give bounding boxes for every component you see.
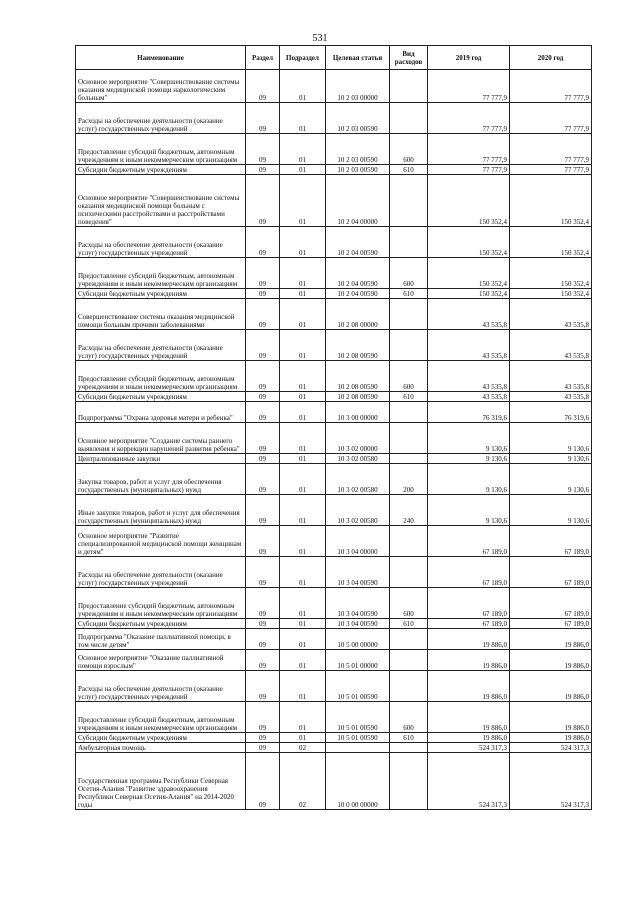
cell-podrazdel: 01 bbox=[280, 330, 326, 361]
cell-name: Подпрограмма "Охрана здоровья матери и ребенка" bbox=[76, 402, 246, 423]
cell-target: 10 2 08 00590 bbox=[326, 330, 390, 361]
cell-target: 10 5 01 00590 bbox=[326, 671, 390, 702]
cell-2019: 77 777,9 bbox=[428, 134, 510, 165]
cell-razdel: 09 bbox=[246, 299, 280, 330]
cell-2019: 150 352,4 bbox=[428, 175, 510, 227]
cell-razdel: 09 bbox=[246, 423, 280, 454]
table-row bbox=[76, 753, 592, 810]
cell-vid bbox=[390, 454, 428, 464]
table-row bbox=[76, 557, 592, 588]
cell-razdel: 09 bbox=[246, 227, 280, 258]
cell-2020: 67 189,0 bbox=[510, 526, 592, 557]
cell-podrazdel: 01 bbox=[280, 392, 326, 402]
cell-target: 10 3 00 00000 bbox=[326, 402, 390, 423]
cell-2020: 9 130,6 bbox=[510, 423, 592, 454]
cell-2019: 9 130,6 bbox=[428, 495, 510, 526]
cell-razdel: 09 bbox=[246, 165, 280, 175]
cell-podrazdel: 01 bbox=[280, 671, 326, 702]
cell-2019: 19 886,0 bbox=[428, 702, 510, 733]
cell-vid: 240 bbox=[390, 495, 428, 526]
cell-podrazdel: 01 bbox=[280, 103, 326, 134]
cell-podrazdel: 01 bbox=[280, 702, 326, 733]
table-row bbox=[76, 70, 592, 103]
header-2019: 2019 год bbox=[428, 46, 510, 70]
cell-name: Централизованные закупки bbox=[76, 454, 246, 464]
cell-vid: 600 bbox=[390, 134, 428, 165]
table-row bbox=[76, 361, 592, 392]
cell-razdel: 09 bbox=[246, 495, 280, 526]
table-row bbox=[76, 392, 592, 402]
cell-name: Иные закупки товаров, работ и услуг для обеспечения государственных (муниципальных) нужд bbox=[76, 495, 246, 526]
cell-2020: 150 352,4 bbox=[510, 258, 592, 289]
cell-2019: 43 535,8 bbox=[428, 299, 510, 330]
cell-target: 10 2 03 00590 bbox=[326, 165, 390, 175]
cell-podrazdel: 01 bbox=[280, 464, 326, 495]
cell-2019: 150 352,4 bbox=[428, 258, 510, 289]
page-number: 531 bbox=[312, 33, 328, 44]
cell-vid: 600 bbox=[390, 361, 428, 392]
cell-podrazdel: 01 bbox=[280, 557, 326, 588]
table-row bbox=[76, 289, 592, 299]
cell-target bbox=[326, 743, 390, 753]
cell-razdel: 09 bbox=[246, 175, 280, 227]
cell-name: Субсидии бюджетным учреждениям bbox=[76, 733, 246, 743]
cell-2019: 9 130,6 bbox=[428, 454, 510, 464]
table-row bbox=[76, 175, 592, 227]
table-header bbox=[76, 46, 592, 70]
cell-2020: 524 317,3 bbox=[510, 743, 592, 753]
cell-target: 10 2 08 00000 bbox=[326, 299, 390, 330]
table-row bbox=[76, 103, 592, 134]
cell-vid bbox=[390, 629, 428, 650]
cell-name: Основное мероприятие "Совершенствование системы оказания медицинской помощи наркологическим больным" bbox=[76, 70, 246, 103]
cell-name: Субсидии бюджетным учреждениям bbox=[76, 392, 246, 402]
cell-vid: 610 bbox=[390, 619, 428, 629]
cell-target: 10 2 03 00000 bbox=[326, 70, 390, 103]
cell-target: 10 2 04 00000 bbox=[326, 175, 390, 227]
cell-name: Совершенствование системы оказания медицинской помощи больным прочими заболеваниями bbox=[76, 299, 246, 330]
cell-2019: 77 777,9 bbox=[428, 103, 510, 134]
cell-2020: 43 535,8 bbox=[510, 392, 592, 402]
cell-vid bbox=[390, 299, 428, 330]
cell-2020: 19 886,0 bbox=[510, 702, 592, 733]
cell-target: 10 3 04 00590 bbox=[326, 557, 390, 588]
cell-name: Расходы на обеспечение деятельности (оказание услуг) государственных учреждений bbox=[76, 671, 246, 702]
cell-name: Предоставление субсидий бюджетным, автономным учреждениям и иным некоммерческим организациям bbox=[76, 361, 246, 392]
cell-name: Предоставление субсидий бюджетным, автономным учреждениям и иным некоммерческим организациям bbox=[76, 258, 246, 289]
cell-podrazdel: 01 bbox=[280, 299, 326, 330]
cell-name: Основное мероприятие "Оказание паллиативной помощи взрослым" bbox=[76, 650, 246, 671]
cell-razdel: 09 bbox=[246, 733, 280, 743]
cell-name: Амбулаторная помощь bbox=[76, 743, 246, 753]
cell-target: 10 3 04 00590 bbox=[326, 588, 390, 619]
cell-razdel: 09 bbox=[246, 402, 280, 423]
cell-2019: 43 535,8 bbox=[428, 361, 510, 392]
cell-2019: 67 189,0 bbox=[428, 588, 510, 619]
cell-2019: 67 189,0 bbox=[428, 619, 510, 629]
cell-2020: 77 777,9 bbox=[510, 134, 592, 165]
header-razdel: Раздел bbox=[246, 46, 280, 70]
cell-razdel: 09 bbox=[246, 330, 280, 361]
cell-podrazdel: 01 bbox=[280, 70, 326, 103]
cell-name: Субсидии бюджетным учреждениям bbox=[76, 619, 246, 629]
cell-vid: 610 bbox=[390, 165, 428, 175]
cell-name: Основное мероприятие "Создание системы раннего выявления и коррекции нарушений развития ребенка" bbox=[76, 423, 246, 454]
cell-name: Предоставление субсидий бюджетным, автономным учреждениям и иным некоммерческим организациям bbox=[76, 134, 246, 165]
cell-vid bbox=[390, 743, 428, 753]
cell-target: 10 3 02 00580 bbox=[326, 464, 390, 495]
cell-2020: 77 777,9 bbox=[510, 103, 592, 134]
cell-target: 10 3 04 00590 bbox=[326, 619, 390, 629]
cell-2020: 43 535,8 bbox=[510, 330, 592, 361]
cell-razdel: 09 bbox=[246, 557, 280, 588]
cell-target: 10 3 02 00000 bbox=[326, 423, 390, 454]
cell-2019: 19 886,0 bbox=[428, 733, 510, 743]
cell-vid: 600 bbox=[390, 258, 428, 289]
cell-2019: 19 886,0 bbox=[428, 629, 510, 650]
cell-2019: 76 319,6 bbox=[428, 402, 510, 423]
table-row bbox=[76, 526, 592, 557]
cell-podrazdel: 01 bbox=[280, 733, 326, 743]
cell-podrazdel: 02 bbox=[280, 743, 326, 753]
cell-vid bbox=[390, 402, 428, 423]
table-row bbox=[76, 619, 592, 629]
cell-vid bbox=[390, 671, 428, 702]
cell-2020: 150 352,4 bbox=[510, 175, 592, 227]
cell-name: Основное мероприятие "Совершенствование системы оказания медицинской помощи больным с психическими расстройствами и расстройствами поведения" bbox=[76, 175, 246, 227]
cell-name: Расходы на обеспечение деятельности (оказание услуг) государственных учреждений bbox=[76, 557, 246, 588]
header-2020: 2020 год bbox=[510, 46, 592, 70]
cell-podrazdel: 01 bbox=[280, 619, 326, 629]
cell-2020: 150 352,4 bbox=[510, 227, 592, 258]
cell-razdel: 09 bbox=[246, 753, 280, 810]
cell-podrazdel: 01 bbox=[280, 165, 326, 175]
cell-name: Субсидии бюджетным учреждениям bbox=[76, 289, 246, 299]
cell-2020: 43 535,8 bbox=[510, 361, 592, 392]
table-row bbox=[76, 227, 592, 258]
cell-razdel: 09 bbox=[246, 454, 280, 464]
cell-2019: 67 189,0 bbox=[428, 557, 510, 588]
cell-vid bbox=[390, 70, 428, 103]
cell-2020: 19 886,0 bbox=[510, 629, 592, 650]
cell-2019: 524 317,3 bbox=[428, 743, 510, 753]
cell-2019: 9 130,6 bbox=[428, 423, 510, 454]
cell-target: 10 5 01 00000 bbox=[326, 650, 390, 671]
cell-razdel: 09 bbox=[246, 526, 280, 557]
cell-name: Закупка товаров, работ и услуг для обеспечения государственных (муниципальных) нужд bbox=[76, 464, 246, 495]
cell-podrazdel: 01 bbox=[280, 526, 326, 557]
cell-razdel: 09 bbox=[246, 629, 280, 650]
cell-target: 10 5 01 00590 bbox=[326, 702, 390, 733]
cell-vid bbox=[390, 526, 428, 557]
cell-2020: 524 317,3 bbox=[510, 753, 592, 810]
cell-razdel: 09 bbox=[246, 103, 280, 134]
cell-target: 10 3 02 00580 bbox=[326, 495, 390, 526]
cell-razdel: 09 bbox=[246, 671, 280, 702]
cell-2019: 9 130,6 bbox=[428, 464, 510, 495]
cell-razdel: 09 bbox=[246, 464, 280, 495]
table-row bbox=[76, 299, 592, 330]
cell-podrazdel: 01 bbox=[280, 258, 326, 289]
table-row bbox=[76, 165, 592, 175]
cell-razdel: 09 bbox=[246, 619, 280, 629]
cell-podrazdel: 01 bbox=[280, 227, 326, 258]
cell-2019: 19 886,0 bbox=[428, 671, 510, 702]
cell-target: 10 2 08 00590 bbox=[326, 392, 390, 402]
cell-vid: 610 bbox=[390, 289, 428, 299]
cell-2019: 43 535,8 bbox=[428, 392, 510, 402]
cell-2020: 43 535,8 bbox=[510, 299, 592, 330]
cell-name: Предоставление субсидий бюджетным, автономным учреждениям и иным некоммерческим организациям bbox=[76, 588, 246, 619]
cell-name: Расходы на обеспечение деятельности (оказание услуг) государственных учреждений bbox=[76, 103, 246, 134]
cell-2019: 77 777,9 bbox=[428, 165, 510, 175]
budget-table bbox=[75, 45, 592, 810]
header-target: Целевая статья bbox=[326, 46, 390, 70]
cell-podrazdel: 01 bbox=[280, 629, 326, 650]
table-row bbox=[76, 134, 592, 165]
table-row bbox=[76, 650, 592, 671]
table-body bbox=[76, 70, 592, 810]
cell-name: Государственная программа Республики Северная Осетия-Алания "Развитие здравоохранения Республики Северная Осетия-Алания" на 2014-2020 годы bbox=[76, 753, 246, 810]
cell-vid bbox=[390, 423, 428, 454]
cell-2019: 150 352,4 bbox=[428, 289, 510, 299]
cell-2020: 76 319,6 bbox=[510, 402, 592, 423]
cell-razdel: 09 bbox=[246, 289, 280, 299]
cell-target: 10 2 04 00590 bbox=[326, 289, 390, 299]
cell-podrazdel: 01 bbox=[280, 402, 326, 423]
cell-razdel: 09 bbox=[246, 588, 280, 619]
cell-podrazdel: 01 bbox=[280, 423, 326, 454]
cell-2020: 67 189,0 bbox=[510, 588, 592, 619]
cell-name: Предоставление субсидий бюджетным, автономным учреждениям и иным некоммерческим организациям bbox=[76, 702, 246, 733]
table-row bbox=[76, 330, 592, 361]
table-row bbox=[76, 495, 592, 526]
cell-vid bbox=[390, 650, 428, 671]
cell-name: Расходы на обеспечение деятельности (оказание услуг) государственных учреждений bbox=[76, 330, 246, 361]
cell-target: 10 0 00 00000 bbox=[326, 753, 390, 810]
cell-podrazdel: 01 bbox=[280, 588, 326, 619]
cell-podrazdel: 01 bbox=[280, 289, 326, 299]
cell-razdel: 09 bbox=[246, 743, 280, 753]
cell-vid bbox=[390, 103, 428, 134]
cell-vid bbox=[390, 753, 428, 810]
cell-2020: 19 886,0 bbox=[510, 671, 592, 702]
cell-vid: 600 bbox=[390, 702, 428, 733]
cell-name: Основное мероприятие "Развитие специализированной медицинской помощи женщинам и детям" bbox=[76, 526, 246, 557]
cell-target: 10 2 08 00590 bbox=[326, 361, 390, 392]
cell-razdel: 09 bbox=[246, 70, 280, 103]
table-row bbox=[76, 402, 592, 423]
cell-razdel: 09 bbox=[246, 134, 280, 165]
cell-2019: 43 535,8 bbox=[428, 330, 510, 361]
cell-podrazdel: 01 bbox=[280, 134, 326, 165]
header-podrazdel: Подраздел bbox=[280, 46, 326, 70]
table-row bbox=[76, 743, 592, 753]
cell-razdel: 09 bbox=[246, 258, 280, 289]
cell-target: 10 2 03 00590 bbox=[326, 134, 390, 165]
table-row bbox=[76, 629, 592, 650]
table-row bbox=[76, 454, 592, 464]
cell-razdel: 09 bbox=[246, 392, 280, 402]
cell-vid bbox=[390, 330, 428, 361]
cell-2019: 77 777,9 bbox=[428, 70, 510, 103]
cell-vid bbox=[390, 227, 428, 258]
cell-2020: 77 777,9 bbox=[510, 165, 592, 175]
table-row bbox=[76, 702, 592, 733]
cell-podrazdel: 01 bbox=[280, 361, 326, 392]
cell-2020: 67 189,0 bbox=[510, 557, 592, 588]
cell-target: 10 3 02 00580 bbox=[326, 454, 390, 464]
cell-vid bbox=[390, 175, 428, 227]
header-name: Наименование bbox=[76, 46, 246, 70]
cell-2020: 150 352,4 bbox=[510, 289, 592, 299]
table-row bbox=[76, 588, 592, 619]
cell-podrazdel: 01 bbox=[280, 454, 326, 464]
cell-target: 10 3 04 00000 bbox=[326, 526, 390, 557]
cell-podrazdel: 01 bbox=[280, 495, 326, 526]
cell-2019: 19 886,0 bbox=[428, 650, 510, 671]
cell-2020: 9 130,6 bbox=[510, 464, 592, 495]
cell-target: 10 2 04 00590 bbox=[326, 258, 390, 289]
cell-vid: 600 bbox=[390, 588, 428, 619]
cell-vid: 610 bbox=[390, 733, 428, 743]
cell-target: 10 5 01 00590 bbox=[326, 733, 390, 743]
cell-target: 10 2 04 00590 bbox=[326, 227, 390, 258]
cell-target: 10 5 00 00000 bbox=[326, 629, 390, 650]
cell-vid: 610 bbox=[390, 392, 428, 402]
cell-razdel: 09 bbox=[246, 702, 280, 733]
cell-2019: 150 352,4 bbox=[428, 227, 510, 258]
table-row bbox=[76, 464, 592, 495]
cell-2020: 77 777,9 bbox=[510, 70, 592, 103]
cell-2020: 9 130,6 bbox=[510, 454, 592, 464]
cell-name: Подпрограмма "Оказание паллиативной помощи, в том числе детям" bbox=[76, 629, 246, 650]
cell-target: 10 2 03 00590 bbox=[326, 103, 390, 134]
cell-podrazdel: 01 bbox=[280, 650, 326, 671]
header-vid: Вид расходов bbox=[390, 46, 428, 70]
cell-2020: 9 130,6 bbox=[510, 495, 592, 526]
cell-2020: 19 886,0 bbox=[510, 733, 592, 743]
cell-razdel: 09 bbox=[246, 361, 280, 392]
table-row bbox=[76, 671, 592, 702]
table-row bbox=[76, 733, 592, 743]
cell-name: Субсидии бюджетным учреждениям bbox=[76, 165, 246, 175]
cell-2020: 19 886,0 bbox=[510, 650, 592, 671]
table-row bbox=[76, 258, 592, 289]
cell-2019: 67 189,0 bbox=[428, 526, 510, 557]
table-row bbox=[76, 423, 592, 454]
cell-podrazdel: 01 bbox=[280, 175, 326, 227]
cell-vid bbox=[390, 557, 428, 588]
cell-podrazdel: 02 bbox=[280, 753, 326, 810]
cell-vid: 200 bbox=[390, 464, 428, 495]
cell-razdel: 09 bbox=[246, 650, 280, 671]
cell-2020: 67 189,0 bbox=[510, 619, 592, 629]
cell-name: Расходы на обеспечение деятельности (оказание услуг) государственных учреждений bbox=[76, 227, 246, 258]
cell-2019: 524 317,3 bbox=[428, 753, 510, 810]
